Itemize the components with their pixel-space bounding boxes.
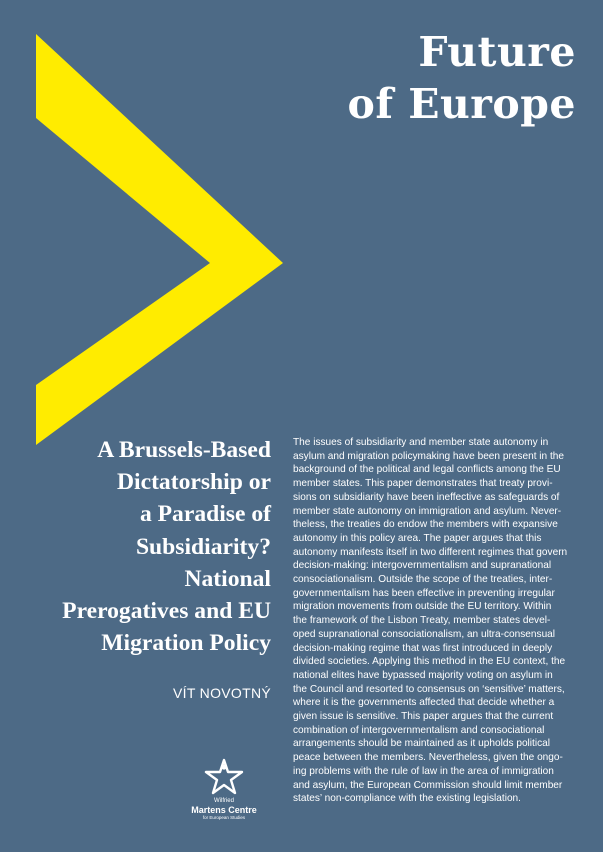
chevron-shape <box>36 34 283 445</box>
paper-title-line: National <box>184 565 271 592</box>
abstract-line: sions on subsidiarity have been ineffective as safeguards of <box>293 491 560 503</box>
abstract-line: combination of intergovernmentalism and consociational <box>293 724 545 736</box>
abstract-line: decision-making regime that was first introduced in deeply <box>293 642 553 654</box>
abstract-line: member state autonomy on immigration and asylum. Never- <box>293 505 562 517</box>
logo-martens-centre: Martens Centre <box>191 805 257 815</box>
abstract-line: autonomy in this policy area. The paper argues that this <box>293 532 542 544</box>
star-figure-icon <box>202 757 246 797</box>
abstract-line: autonomy manifests itself in two different regimes that govern <box>293 546 568 558</box>
martens-centre-logo <box>184 757 264 821</box>
paper-title-line: Prerogatives and EU <box>62 598 271 625</box>
paper-title-line: Dictatorship or <box>117 469 271 496</box>
paper-title-line: Subsidiarity? <box>135 533 271 560</box>
abstract-line: asylum and migration policymaking have been present in the <box>293 450 565 462</box>
paper-title <box>1 434 271 659</box>
paper-title-line: A Brussels-Based <box>97 437 271 463</box>
abstract-line: theless, the treaties do endow the members with expansive <box>293 519 558 531</box>
abstract-line: governmentalism has been effective in preventing irregular <box>293 587 555 599</box>
series-title <box>347 26 576 130</box>
abstract-line: arrangements should be maintained as it upholds political <box>293 738 550 750</box>
abstract-line: peace between the members. Nevertheless, given the ongo- <box>293 752 563 764</box>
abstract-line: states’ non-compliance with the existing legislation. <box>293 793 521 805</box>
logo-subtitle: for European Studies <box>202 815 246 820</box>
abstract-line: and asylum, the European Commission should limit member <box>293 779 563 791</box>
abstract-line: oped supranational consociationalism, an ultra-consensual <box>293 628 556 640</box>
abstract-line: divided societies. Applying this method in the EU context, the <box>293 656 566 668</box>
abstract-line: the framework of the Lisbon Treaty, member states devel- <box>293 615 551 627</box>
abstract-line: decision-making: intergovernmentalism and supranational <box>293 560 552 572</box>
series-title-line-1: Future <box>418 28 576 76</box>
abstract-line: ing problems with the rule of law in the area of immigration <box>293 765 554 777</box>
abstract-line: migration movements from outside the EU territory. Within <box>293 601 552 613</box>
abstract-line: The issues of subsidiarity and member state autonomy in <box>293 437 549 448</box>
paper-title-line: a Paradise of <box>139 501 271 528</box>
abstract-line: background of the political and legal conflicts among the EU <box>293 464 561 476</box>
abstract-line: the Council and resorted to consensus on ‘sensitive’ matters, <box>293 683 565 695</box>
logo-wilfried: Wilfried <box>213 798 234 804</box>
abstract-line: where it is the governments affected that decide whether a <box>293 697 555 709</box>
abstract-line: member states. This paper demonstrates that treaty provi- <box>293 478 553 490</box>
abstract-line: given issue is sensitive. This paper argues that the current <box>293 711 554 723</box>
abstract-line: national elites have bypassed majority voting on asylum in <box>293 669 553 681</box>
author-name: VÍT NOVOTNÝ <box>173 685 271 701</box>
abstract-text <box>293 436 575 806</box>
series-title-line-2: of Europe <box>347 80 576 128</box>
paper-title-line: Migration Policy <box>101 630 271 657</box>
abstract-line: consociationalism. Outside the scope of the treaties, inter- <box>293 574 553 586</box>
